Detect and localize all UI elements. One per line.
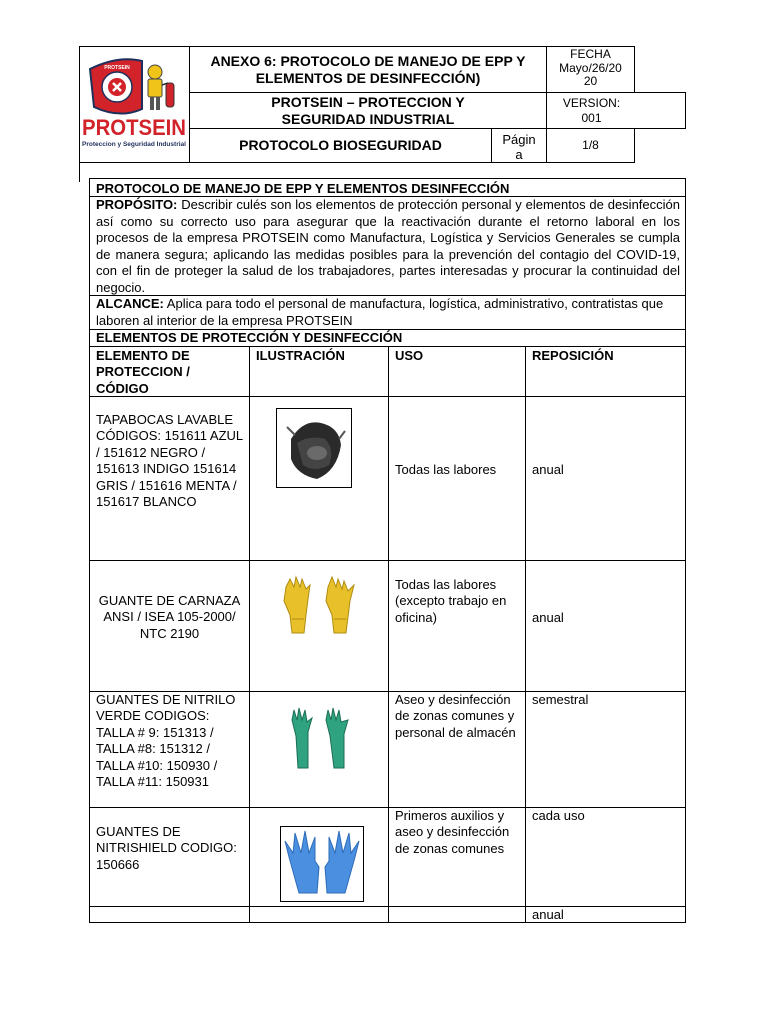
mask-image	[276, 408, 352, 488]
header-logo-cell	[79, 46, 190, 163]
purpose-label: PROPÓSITO:	[96, 197, 178, 212]
table-header-element: ELEMENTO DE PROTECCION / CÓDIGO	[89, 346, 250, 397]
table-header-replacement: REPOSICIÓN	[525, 346, 686, 397]
protocol-title: PROTOCOLO BIOSEGURIDAD	[189, 128, 492, 163]
section-title-row	[89, 178, 686, 197]
element-description: GUANTES DE NITRILO VERDE CODIGOS: TALLA # 9: 151313 / TALLA #8: 151312 / TALLA #10: 150930 / TALLA #11: 150931	[96, 692, 236, 790]
green-nitrile-gloves-image	[286, 706, 356, 772]
date-value: Mayo/26/2020	[559, 61, 622, 88]
logo-tagline: Proteccion y Seguridad Industrial	[82, 141, 187, 148]
element-description: TAPABOCAS LAVABLE CÓDIGOS: 151611 AZUL / 151612 NEGRO / 151613 INDIGO 151614 GRIS / 151616 MENTA / 151617 BLANCO	[96, 412, 243, 510]
date-label: FECHA	[570, 47, 611, 61]
blue-nitrile-gloves-image	[280, 826, 364, 902]
replacement-cell: semestral	[525, 691, 686, 808]
date-cell	[546, 46, 635, 93]
logo-badge-text: PROTSEIN	[104, 65, 130, 71]
scope-text: Aplica para todo el personal de manufactura, logística, administrativo, contratistas que laboren al interior de la empresa PROTSEIN	[96, 296, 664, 328]
page-number: 1/8	[546, 128, 635, 163]
use-cell: Primeros auxilios y aseo y desinfección de zonas comunes	[388, 807, 526, 907]
replacement-cell: cada uso	[525, 807, 686, 907]
table-row	[89, 691, 250, 808]
use-cell: Todas las labores (excepto trabajo en oficina)	[388, 560, 526, 692]
illustration-cell	[249, 906, 389, 923]
purpose-text: Describir culés son los elementos de protección personal y elementos de desinfección así como su correcto uso para asegurar que la reactivación durante el retorno laboral en los procesos de la empresa PROTSEIN como Manufactura, Logística y Servicios Generales se cumpla de manera segura; aplicando las medidas posibles para la prevención del contagio del COVID-19, con el fin de proteger la salud de los trabajadores, partes interesadas y procurar la continuidad del negocio.	[96, 197, 680, 295]
leather-gloves-image	[278, 575, 368, 637]
use-cell: Todas las labores	[388, 396, 526, 561]
replacement-cell: anual	[525, 906, 686, 923]
version-value: 001	[581, 111, 602, 125]
table-row	[89, 560, 250, 692]
scope-row	[89, 295, 686, 330]
element-description: GUANTES DE NITRISHIELD CODIGO: 150666	[96, 824, 237, 872]
use-cell: Aseo y desinfección de zonas comunes y personal de almacén	[388, 691, 526, 808]
purpose-row	[89, 196, 686, 296]
replacement-cell: anual	[525, 396, 686, 561]
scope-label: ALCANCE:	[96, 296, 164, 311]
elements-title: ELEMENTOS DE PROTECCIÓN Y DESINFECCIÓN	[96, 330, 403, 345]
illustration-cell	[249, 691, 389, 808]
replacement-cell: anual	[525, 560, 686, 692]
table-row	[89, 396, 250, 561]
use-cell	[388, 906, 526, 923]
table-header-illustration: ILUSTRACIÓN	[249, 346, 389, 397]
illustration-cell	[249, 560, 389, 692]
elements-title-row	[89, 329, 686, 347]
table-row	[89, 906, 250, 923]
version-label: VERSION:	[562, 96, 621, 110]
element-description: GUANTE DE CARNAZA ANSI / ISEA 105-2000/ NTC 2190	[98, 593, 241, 641]
page-label-cell	[491, 128, 547, 163]
table-row	[89, 807, 250, 907]
illustration-cell	[249, 807, 389, 907]
company-name: PROTSEIN – PROTECCION Y SEGURIDAD INDUSTRIAL	[189, 92, 547, 129]
divider	[79, 162, 80, 182]
section-title: PROTOCOLO DE MANEJO DE EPP Y ELEMENTOS DESINFECCIÓN	[96, 181, 510, 196]
version-cell	[546, 92, 686, 129]
annex-title: ANEXO 6: PROTOCOLO DE MANEJO DE EPP Y ELEMENTOS DE DESINFECCIÓN)	[189, 46, 547, 93]
table-header-use: USO	[388, 346, 526, 397]
illustration-cell	[249, 396, 389, 561]
page-label: Página	[502, 132, 536, 162]
logo-name: PROTSEIN	[82, 115, 186, 140]
protsein-logo	[80, 47, 189, 162]
